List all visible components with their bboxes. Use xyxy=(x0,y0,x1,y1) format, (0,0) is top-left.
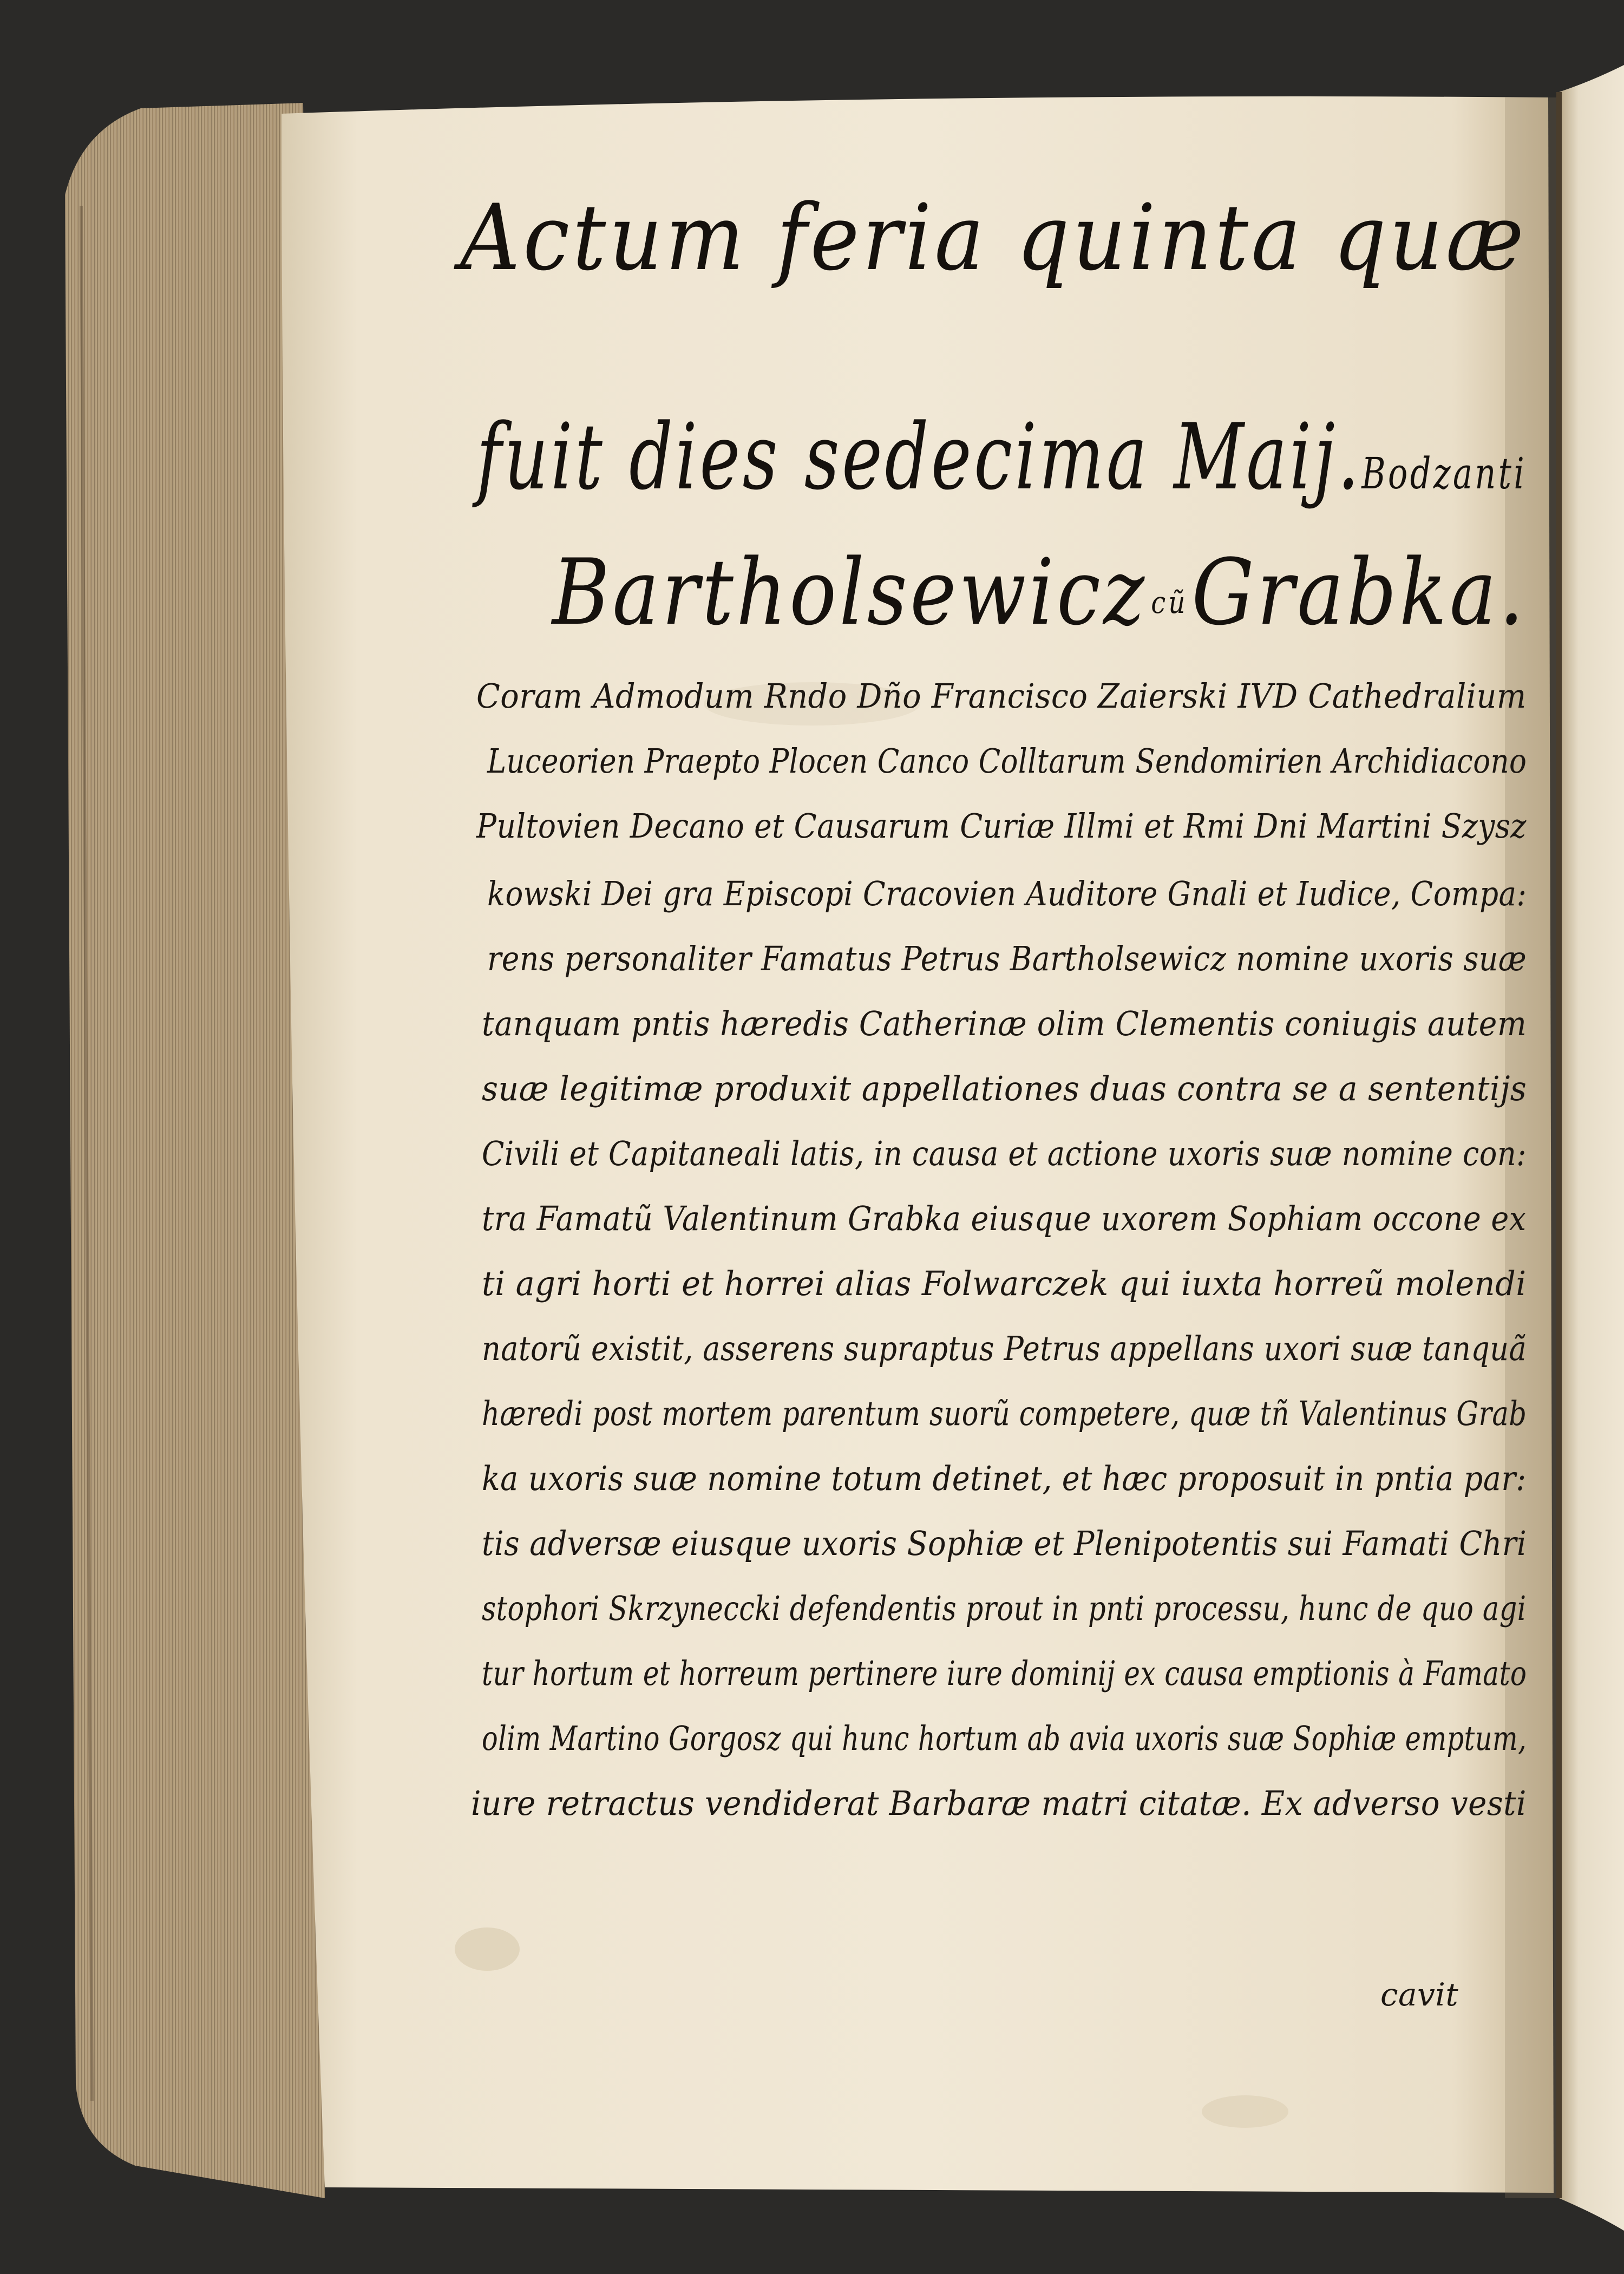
body-line-9: tra Famatũ Valentinum Grabka eiusque uxorem Sophiam occone ex xyxy=(482,1199,1527,1238)
body-line-17: olim Martino Gorgosz qui hunc hortum ab avia uxoris suæ Sophiæ emptum, xyxy=(482,1718,1527,1758)
body-line-15: stophori Skrzyneccki defendentis prout in pnti processu, hunc de quo agi xyxy=(482,1589,1527,1628)
heading-cum: cũ xyxy=(1151,585,1188,620)
heading-line-1: Actum feria quinta quæ xyxy=(460,185,1527,291)
body-line-14: tis adversæ eiusque uxoris Sophiæ et Plenipotentis sui Famati Chri xyxy=(482,1524,1527,1563)
heading-name-2: Grabka. xyxy=(1191,539,1527,645)
body-line-7: suæ legitimæ produxit appellationes duas contra se a sententijs xyxy=(482,1069,1527,1108)
body-line-4: kowski Dei gra Episcopi Cracovien Auditore Gnali et Iudice, Compa: xyxy=(487,874,1527,913)
heading-line-2-main: fuit dies sedecima Maij. xyxy=(476,404,1362,510)
heading-line-3 xyxy=(552,539,1527,645)
body-line-12: hæredi post mortem parentum suorũ competere, quæ tñ Valentinus Grab xyxy=(482,1394,1527,1433)
body-line-3: Pultovien Decano et Causarum Curiæ Illmi et Rmi Dni Martini Szysz xyxy=(476,806,1527,846)
body-line-11: natorũ existit, asserens supraptus Petrus appellans uxori suæ tanquã xyxy=(482,1329,1527,1368)
heading-line-2 xyxy=(476,404,1527,510)
body-line-6: tanquam pntis hæredis Catherinæ olim Clementis coniugis autem xyxy=(482,1004,1527,1043)
heading-line-2-tail: Bodzanti xyxy=(1361,448,1527,499)
body-line-16: tur hortum et horreum pertinere iure dominij ex causa emptionis à Famato xyxy=(482,1654,1527,1693)
body-line-18: iure retractus vendiderat Barbaræ matri citatæ. Ex adverso vesti xyxy=(471,1783,1527,1823)
body-line-13: ka uxoris suæ nomine totum detinet, et hæc proposuit in pntia par: xyxy=(482,1459,1527,1498)
body-line-10: ti agri horti et horrei alias Folwarczek qui iuxta horreũ molendi xyxy=(482,1264,1527,1303)
body-line-1: Coram Admodum Rndo Dño Francisco Zaierski IVD Cathedralium xyxy=(476,676,1527,716)
catchword: cavit xyxy=(1380,1976,1459,2013)
body-line-5: rens personaliter Famatus Petrus Bartholsewicz nomine uxoris suæ xyxy=(487,939,1527,978)
heading-name-1: Bartholsewicz xyxy=(552,539,1148,645)
body-line-8: Civili et Capitaneali latis, in causa et actione uxoris suæ nomine con: xyxy=(482,1134,1527,1173)
body-line-2: Luceorien Praepto Plocen Canco Colltarum Sendomirien Archidiacono xyxy=(487,741,1527,781)
